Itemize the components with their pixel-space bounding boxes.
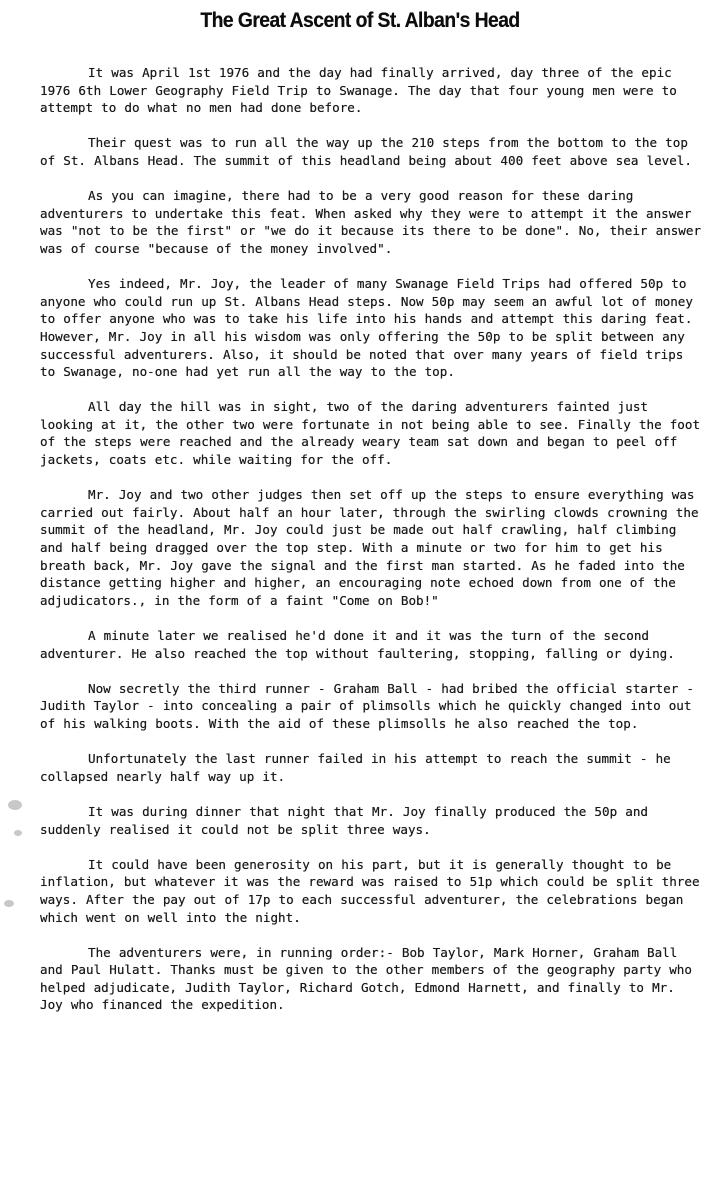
paragraph-11: It could have been generosity on his part, but it is generally thought to be inflation, but whatever it was the reward was raised to 51p which could be split three ways. After the pay out of 17p to each successful adventurer, the celebrations began which went on well into the night. <box>40 856 700 925</box>
paragraph-5: All day the hill was in sight, two of the daring adventurers fainted just looking at it, the other two were fortunate in not being able to see. Finally the foot of the steps were reached and the already weary team sat down and began to peel off jackets, coats etc. while waiting for the off. <box>40 399 701 468</box>
paragraph-4: Yes indeed, Mr. Joy, the leader of many Swanage Field Trips had offered 50p to anyone who could run up St. Albans Head steps. Now 50p may seem an awful lot of money to offer anyone who was to take his life into his hands and attempt this daring feat. However, Mr. Joy in all his wisdom was only offering the 50p to be split between any successful adventurers. Also, it should be noted that over many years of field trips to Swanage, no-one had yet run all the way to the top. <box>40 276 693 380</box>
paragraph-12: The adventurers were, in running order:- Bob Taylor, Mark Horner, Graham Ball and Paul Hulatt. Thanks must be given to the other members of the geography party who helped adjudicate, Judith Taylor, Richard Gotch, Edmond Harnett, and finally to Mr. Joy who financed the expedition. <box>40 944 692 1013</box>
document-title: The Great Ascent of St. Alban's Head <box>200 9 520 32</box>
article-body <box>40 64 702 1032</box>
paper-speck <box>4 900 14 907</box>
paragraph-7: A minute later we realised he'd done it and it was the turn of the second adventurer. He also reached the top without faultering, stopping, falling or dying. <box>40 628 675 661</box>
paragraph-1: It was April 1st 1976 and the day had finally arrived, day three of the epic 1976 6th Lower Geography Field Trip to Swanage. The day that four young men were to attempt to do what no men had done before. <box>40 65 677 116</box>
paragraph-6: Mr. Joy and two other judges then set off up the steps to ensure everything was carried out fairly. About half an hour later, through the swirling clowds crowning the summit of the headland, Mr. Joy could just be made out half crawling, half climbing and half being dragged over the top step. With a minute or two for him to get his breath back, Mr. Joy gave the signal and the first man started. As he faded into the distance getting higher and higher, an encouraging note echoed down from one of the adjudicators., in the form of a faint "Come on Bob!" <box>40 487 699 608</box>
paper-speck <box>14 830 22 836</box>
paragraph-9: Unfortunately the last runner failed in his attempt to reach the summit - he collapsed nearly half way up it. <box>40 751 671 784</box>
paragraph-8: Now secretly the third runner - Graham Ball - had bribed the official starter - Judith Taylor - into concealing a pair of plimsolls which he quickly changed into out of his walking boots. With the aid of these plimsolls he also reached the top. <box>40 680 694 731</box>
paper-speck <box>8 800 22 810</box>
paragraph-2: Their quest was to run all the way up the 210 steps from the bottom to the top of St. Albans Head. The summit of this headland being about 400 feet above sea level. <box>40 135 692 168</box>
paragraph-3: As you can imagine, there had to be a very good reason for these daring adventurers to undertake this feat. When asked why they were to attempt it the answer was "not to be the first" or "we do it because its there to be done". No, their answer was of course "because of the money involved". <box>40 188 702 256</box>
paragraph-10: It was during dinner that night that Mr. Joy finally produced the 50p and suddenly realised it could not be split three ways. <box>40 803 648 837</box>
